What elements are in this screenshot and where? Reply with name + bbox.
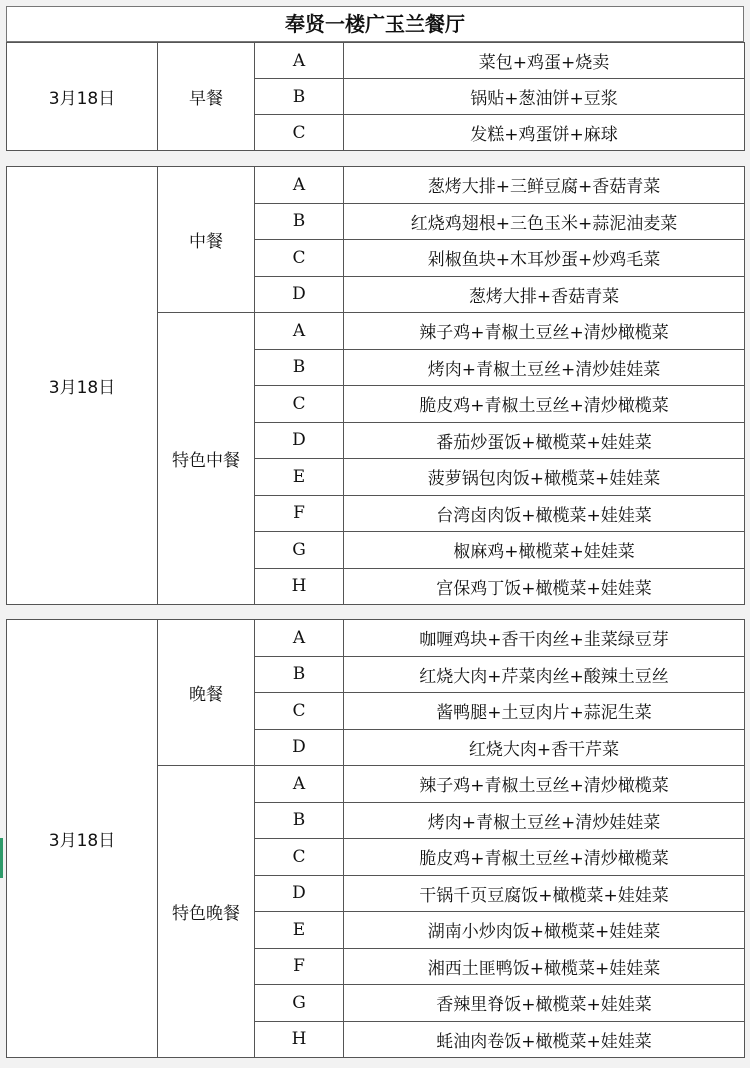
dish-cell: 红烧大肉+香干芹菜 [344, 729, 745, 766]
option-code-cell: D [255, 276, 344, 313]
dish-cell: 蚝油肉卷饭+橄榄菜+娃娃菜 [344, 1021, 745, 1058]
meal-type-cell: 特色晚餐 [158, 766, 255, 1058]
dish-cell: 烤肉+青椒土豆丝+清炒娃娃菜 [344, 349, 745, 386]
restaurant-title: 奉贤一楼广玉兰餐厅 [6, 6, 744, 42]
option-code-cell: B [255, 203, 344, 240]
dish-cell: 椒麻鸡+橄榄菜+娃娃菜 [344, 532, 745, 569]
option-code-cell: G [255, 532, 344, 569]
menu-row [7, 43, 745, 79]
breakfast-table [6, 42, 745, 151]
option-code-cell: H [255, 1021, 344, 1058]
date-cell: 3月18日 [7, 43, 158, 151]
option-code-cell: F [255, 948, 344, 985]
dish-cell: 辣子鸡+青椒土豆丝+清炒橄榄菜 [344, 313, 745, 350]
dish-cell: 红烧大肉+芹菜肉丝+酸辣土豆丝 [344, 656, 745, 693]
option-code-cell: D [255, 875, 344, 912]
option-code-cell: C [255, 386, 344, 423]
dish-cell: 湘西土匪鸭饭+橄榄菜+娃娃菜 [344, 948, 745, 985]
dish-cell: 酱鸭腿+土豆肉片+蒜泥生菜 [344, 693, 745, 730]
dish-cell: 菜包+鸡蛋+烧卖 [344, 43, 745, 79]
option-code-cell: A [255, 766, 344, 803]
dish-cell: 辣子鸡+青椒土豆丝+清炒橄榄菜 [344, 766, 745, 803]
dish-cell: 葱烤大排+香菇青菜 [344, 276, 745, 313]
dish-cell: 香辣里脊饭+橄榄菜+娃娃菜 [344, 985, 745, 1022]
dish-cell: 烤肉+青椒土豆丝+清炒娃娃菜 [344, 802, 745, 839]
option-code-cell: D [255, 422, 344, 459]
option-code-cell: D [255, 729, 344, 766]
option-code-cell: F [255, 495, 344, 532]
option-code-cell: A [255, 167, 344, 204]
option-code-cell: B [255, 656, 344, 693]
meal-type-cell: 晚餐 [158, 620, 255, 766]
menu-row [7, 620, 745, 657]
option-code-cell: B [255, 802, 344, 839]
dish-cell: 剁椒鱼块+木耳炒蛋+炒鸡毛菜 [344, 240, 745, 277]
row-marker [0, 838, 3, 878]
option-code-cell: C [255, 115, 344, 151]
option-code-cell: A [255, 43, 344, 79]
date-cell: 3月18日 [7, 167, 158, 605]
dish-cell: 发糕+鸡蛋饼+麻球 [344, 115, 745, 151]
meal-type-cell: 早餐 [158, 43, 255, 151]
option-code-cell: C [255, 240, 344, 277]
meal-type-cell: 中餐 [158, 167, 255, 313]
option-code-cell: E [255, 912, 344, 949]
dish-cell: 湖南小炒肉饭+橄榄菜+娃娃菜 [344, 912, 745, 949]
dish-cell: 红烧鸡翅根+三色玉米+蒜泥油麦菜 [344, 203, 745, 240]
option-code-cell: B [255, 349, 344, 386]
option-code-cell: E [255, 459, 344, 496]
option-code-cell: B [255, 79, 344, 115]
dish-cell: 台湾卤肉饭+橄榄菜+娃娃菜 [344, 495, 745, 532]
option-code-cell: H [255, 568, 344, 605]
menu-row [7, 167, 745, 204]
dish-cell: 脆皮鸡+青椒土豆丝+清炒橄榄菜 [344, 386, 745, 423]
option-code-cell: C [255, 693, 344, 730]
dinner-table [6, 619, 745, 1058]
option-code-cell: A [255, 620, 344, 657]
date-cell: 3月18日 [7, 620, 158, 1058]
dish-cell: 咖喱鸡块+香干肉丝+韭菜绿豆芽 [344, 620, 745, 657]
dish-cell: 锅贴+葱油饼+豆浆 [344, 79, 745, 115]
option-code-cell: G [255, 985, 344, 1022]
dish-cell: 菠萝锅包肉饭+橄榄菜+娃娃菜 [344, 459, 745, 496]
option-code-cell: C [255, 839, 344, 876]
dish-cell: 葱烤大排+三鲜豆腐+香菇青菜 [344, 167, 745, 204]
option-code-cell: A [255, 313, 344, 350]
lunch-table [6, 166, 745, 605]
dish-cell: 宫保鸡丁饭+橄榄菜+娃娃菜 [344, 568, 745, 605]
dish-cell: 干锅千页豆腐饭+橄榄菜+娃娃菜 [344, 875, 745, 912]
dish-cell: 番茄炒蛋饭+橄榄菜+娃娃菜 [344, 422, 745, 459]
dish-cell: 脆皮鸡+青椒土豆丝+清炒橄榄菜 [344, 839, 745, 876]
meal-type-cell: 特色中餐 [158, 313, 255, 605]
